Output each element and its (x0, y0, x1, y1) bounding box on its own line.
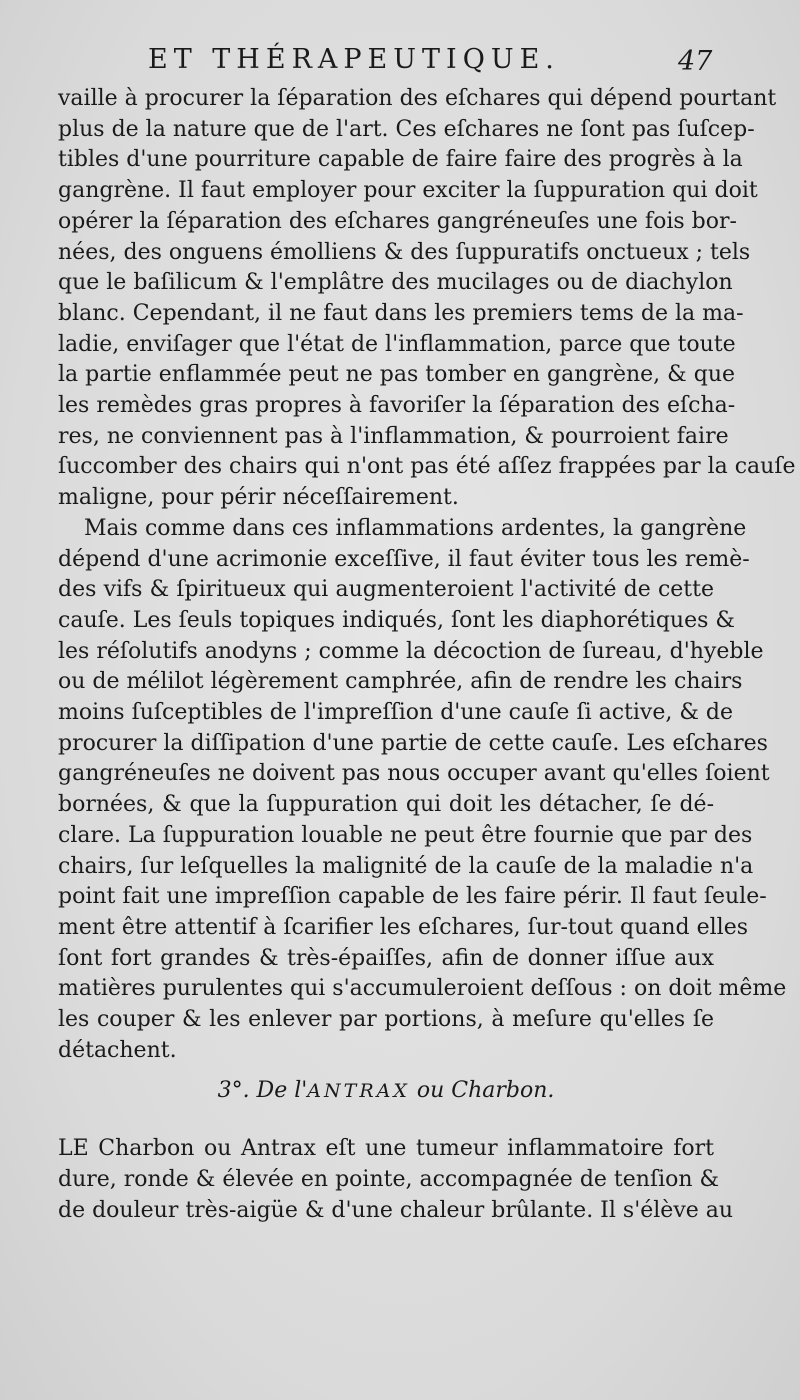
text-line: cauſe. Les ſeuls topiques indiqués, ſont les diaphorétiques & (58, 607, 735, 633)
text-line: moins ſuſceptibles de l'impreſſion d'une cauſe ſi active, & de (58, 700, 734, 726)
text-line: dépend d'une acrimonie exceſſive, il faut éviter tous les remè- (58, 546, 750, 572)
text-line: res, ne conviennent pas à l'inflammation, & pourroient faire (58, 423, 729, 449)
text-line: les réſolutifs anodyns ; comme la décoction de ſureau, d'hyeble (58, 638, 764, 664)
running-title: ET THÉRAPEUTIQUE. (148, 44, 560, 75)
text-line: nées, des onguens émolliens & des ſuppuratifs onctueux ; tels (58, 239, 751, 265)
text-line: ou de mélilot légèrement camphrée, afin de rendre les chairs (58, 669, 743, 695)
section-heading-suffix: ou Charbon. (409, 1077, 555, 1103)
text-line: vaille à procurer la ſéparation des eſchares qui dépend pourtant (58, 86, 777, 111)
text-line: gangrène. Il faut employer pour exciter la ſuppuration qui doit (58, 178, 758, 204)
text-line: opérer la ſéparation des eſchares gangréneuſes une fois bor- (58, 208, 737, 234)
text-line: plus de la nature que de l'art. Ces eſchares ne ſont pas ſuſcep- (58, 116, 755, 142)
text-line: que le baſilicum & l'emplâtre des mucilages ou de diachylon (58, 270, 733, 296)
text-line: la partie enflammée peut ne pas tomber en gangrène, & que (58, 362, 736, 388)
text-line: maligne, pour périr néceſſairement. (58, 485, 459, 511)
section-heading-name: ANTRAX (307, 1079, 410, 1102)
text-line: ſont fort grandes & très-épaiſſes, afin de donner iſſue aux (58, 945, 714, 971)
text-line: LE Charbon ou Antrax eſt une tumeur inflammatoire fort (58, 1136, 714, 1162)
paragraph-continued (58, 84, 796, 514)
paragraph-charbon (58, 1134, 734, 1226)
text-line: tibles d'une pourriture capable de faire faire des progrès à la (58, 147, 743, 173)
text-line: détachent. (58, 1037, 177, 1063)
text-line: blanc. Cependant, il ne faut dans les premiers tems de la ma- (58, 300, 744, 326)
text-line: ladie, enviſager que l'état de l'inflammation, parce que toute (58, 331, 736, 357)
text-line: matières purulentes qui s'accumuleroient deſſous : on doit même (58, 976, 787, 1002)
text-line: clare. La ſuppuration louable ne peut être fournie que par des (58, 822, 753, 848)
text-line: des vifs & ſpiritueux qui augmenteroient l'activité de cette (58, 577, 714, 603)
text-line: procurer la diſſipation d'une partie de cette cauſe. Les eſchares (58, 730, 768, 756)
page-number: 47 (678, 46, 713, 77)
text-line: les remèdes gras propres à favoriſer la ſéparation des eſcha- (58, 393, 736, 419)
section-heading-prefix: 3°. De l' (217, 1077, 308, 1103)
text-line: les couper & les enlever par portions, à meſure qu'elles ſe (58, 1007, 714, 1033)
text-line: chairs, ſur leſquelles la malignité de la cauſe de la maladie n'a (58, 853, 754, 879)
text-line: point fait une impreſſion capable de les faire périr. Il faut ſeule- (58, 884, 767, 910)
paragraph-mais-comme (58, 514, 787, 1067)
text-line: Mais comme dans ces inflammations ardentes, la gangrène (84, 515, 747, 541)
text-line: ment être attentif à ſcarifier les eſchares, ſur-tout quand elles (58, 914, 749, 940)
text-line: de douleur très-aigüe & d'une chaleur brûlante. Il s'élève au (58, 1197, 734, 1223)
text-line: dure, ronde & élevée en pointe, accompagnée de tenſion & (58, 1166, 720, 1192)
running-head (0, 44, 800, 84)
text-line: gangréneuſes ne doivent pas nous occuper avant qu'elles ſoient (58, 761, 770, 787)
text-line: ſuccomber des chairs qui n'ont pas été aſſez frappées par la cauſe (58, 454, 796, 480)
text-line: bornées, & que la ſuppuration qui doit les détacher, ſe dé- (58, 792, 714, 818)
body-text (58, 84, 796, 1226)
section-heading (58, 1076, 714, 1107)
